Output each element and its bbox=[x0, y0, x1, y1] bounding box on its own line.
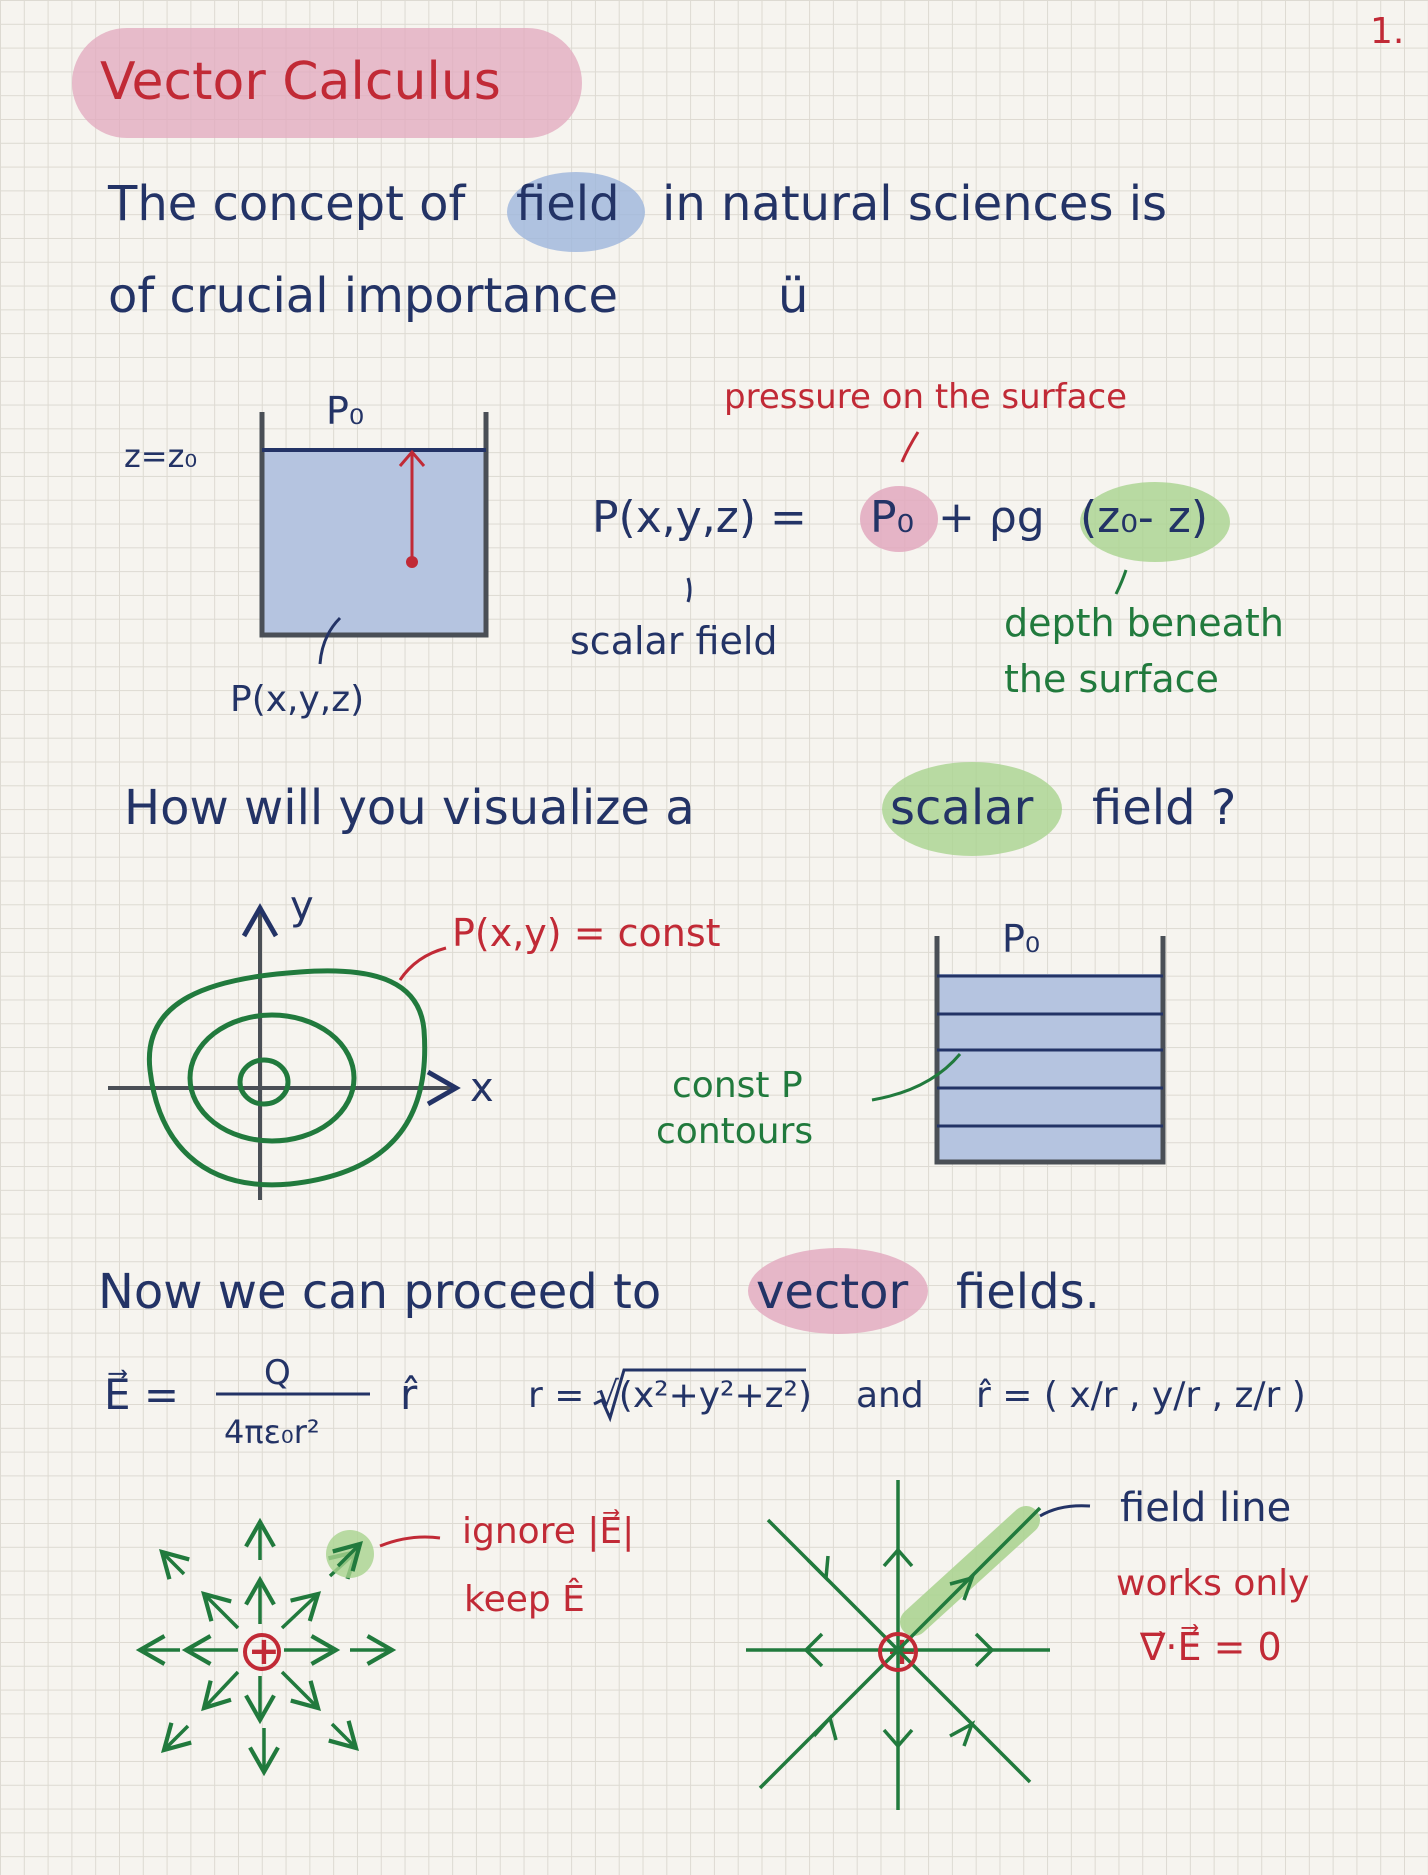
scalar-field-leader bbox=[688, 578, 690, 602]
smile-emoji: ü bbox=[778, 268, 809, 324]
tank-z-label: z=z₀ bbox=[124, 437, 198, 475]
tank2-water bbox=[937, 974, 1163, 1162]
pressure-annotation-leader bbox=[902, 432, 918, 462]
vector-intro-text-b: fields. bbox=[956, 1264, 1100, 1320]
vector-intro-word-vector: vector bbox=[756, 1264, 909, 1320]
coulomb-and: and bbox=[856, 1375, 924, 1416]
keep-direction-note: keep Ê bbox=[464, 1579, 585, 1620]
tank2-p0-label: P₀ bbox=[1002, 917, 1041, 961]
field-line-highlight bbox=[914, 1520, 1026, 1622]
depth-point bbox=[406, 556, 418, 568]
intro-line-2: of crucial importance bbox=[108, 268, 619, 324]
pressure-p0: P₀ bbox=[870, 492, 915, 543]
question-text-b: field ? bbox=[1092, 780, 1237, 836]
question-word-scalar: scalar bbox=[890, 780, 1034, 836]
tank-p-xyz-label: P(x,y,z) bbox=[230, 679, 365, 720]
field-line-label-leader bbox=[1040, 1506, 1090, 1516]
contour-level-label: P(x,y) = const bbox=[452, 911, 721, 955]
ignore-note-leader bbox=[380, 1537, 440, 1546]
tank-water bbox=[262, 450, 486, 635]
field-line-label: field line bbox=[1120, 1485, 1292, 1531]
field-line-charge-symbol: + bbox=[886, 1629, 918, 1673]
intro-word-field: field bbox=[516, 176, 620, 232]
coulomb-denominator: 4πε₀r² bbox=[224, 1413, 320, 1451]
contour-level-leader bbox=[400, 948, 446, 980]
page-number: 1. bbox=[1370, 11, 1405, 52]
intro-text-b: in natural sciences is bbox=[662, 176, 1168, 232]
coulomb-e-vector: E⃗ = bbox=[104, 1370, 180, 1419]
contour-inner bbox=[240, 1060, 288, 1104]
rhat-definition: r̂ = ( x/r , y/r , z/r ) bbox=[976, 1375, 1306, 1416]
scalar-field-label: scalar field bbox=[570, 619, 778, 663]
pressure-depth-term: (z₀- z) bbox=[1080, 492, 1209, 543]
coulomb-numerator: Q bbox=[264, 1353, 291, 1393]
pressure-lhs: P(x,y,z) = bbox=[592, 492, 807, 543]
contour-middle bbox=[190, 1015, 354, 1141]
depth-note-leader bbox=[1116, 570, 1126, 594]
r-definition: r = √(x²+y²+z²) bbox=[528, 1375, 813, 1416]
question-text-a: How will you visualize a bbox=[124, 780, 695, 836]
pressure-rho-g: + ρg bbox=[938, 492, 1045, 543]
pressure-annotation: pressure on the surface bbox=[724, 377, 1128, 417]
tank2-note-line-1: const P bbox=[672, 1065, 803, 1106]
vector-plot-charge-symbol: + bbox=[248, 1629, 280, 1673]
tank2-note-line-2: contours bbox=[656, 1111, 814, 1152]
contour-y-label: y bbox=[290, 883, 314, 929]
sqrt-sign bbox=[594, 1370, 806, 1418]
page-title: Vector Calculus bbox=[100, 52, 501, 112]
coulomb-rhat: r̂ bbox=[400, 1370, 418, 1419]
tank-p0-label: P₀ bbox=[326, 389, 365, 433]
works-only-note: works only bbox=[1116, 1563, 1310, 1604]
ignore-magnitude-note: ignore |E⃗| bbox=[462, 1511, 635, 1552]
divergence-condition: ∇⃗·E⃗ = 0 bbox=[1140, 1625, 1282, 1669]
depth-note-line-2: the surface bbox=[1004, 657, 1219, 701]
vector-intro-text-a: Now we can proceed to bbox=[98, 1264, 662, 1320]
intro-text-a: The concept of bbox=[108, 176, 466, 232]
vector-plot-charge bbox=[245, 1635, 279, 1669]
depth-note-line-1: depth beneath bbox=[1004, 601, 1284, 645]
contour-x-label: x bbox=[470, 1065, 494, 1111]
